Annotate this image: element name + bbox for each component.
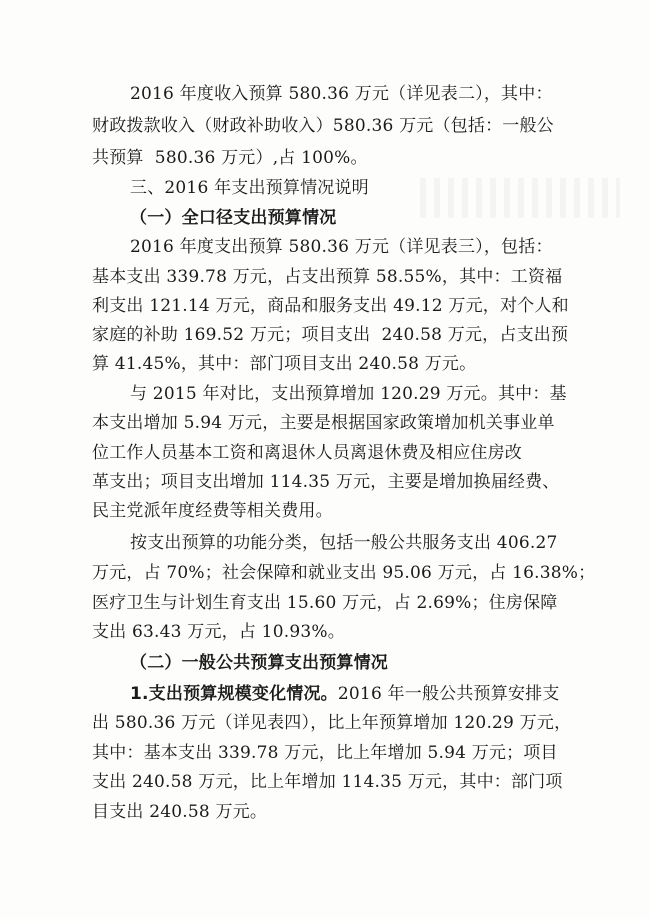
subsection-1-heading: （一）全口径支出预算情况 bbox=[130, 208, 337, 228]
s1-p2-line-2: 本支出增加 5.94 万元，主要是根据国家政策增加机关事业单 bbox=[92, 413, 555, 433]
s2-p1-line-2: 出 580.36 万元（详见表四），比上年预算增加 120.29 万元， bbox=[92, 713, 572, 733]
income-line-3: 共预算 580.36 万元）,占 100%。 bbox=[92, 148, 368, 168]
s1-p2-line-1: 与 2015 年对比，支出预算增加 120.29 万元。其中：基 bbox=[130, 384, 567, 404]
s2-p1-line-4: 支出 240.58 万元，比上年增加 114.35 万元，其中：部门项 bbox=[92, 772, 563, 792]
s2-p1-line-3: 其中：基本支出 339.78 万元，比上年增加 5.94 万元；项目 bbox=[92, 743, 558, 763]
s1-p3-line-4: 支出 63.43 万元，占 10.93%。 bbox=[92, 622, 345, 642]
s2-p1-line-1-rest: 2016 年一般公共预算安排支 bbox=[337, 684, 560, 704]
s1-p2-line-3: 位工作人员基本工资和离退休人员离退休费及相应住房改 bbox=[92, 443, 522, 463]
s1-p1-line-5: 算 41.45%，其中：部门项目支出 240.58 万元。 bbox=[92, 354, 477, 374]
income-line-2: 财政拨款收入（财政补助收入）580.36 万元（包括：一般公 bbox=[92, 116, 554, 136]
s1-p1-line-3: 利支出 121.14 万元，商品和服务支出 49.12 万元，对个人和 bbox=[92, 296, 569, 316]
s2-p1-lead: 1.支出预算规模变化情况。 bbox=[130, 684, 338, 704]
s1-p2-line-4: 革支出；项目支出增加 114.35 万元，主要是增加换届经费、 bbox=[92, 472, 560, 492]
s1-p1-line-2: 基本支出 339.78 万元，占支出预算 58.55%，其中：工资福 bbox=[92, 267, 563, 287]
s2-p1-line-5: 目支出 240.58 万元。 bbox=[92, 802, 268, 822]
s1-p3-line-1: 按支出预算的功能分类，包括一般公共服务支出 406.27 bbox=[130, 533, 558, 553]
subsection-2-heading: （二）一般公共预算支出预算情况 bbox=[130, 653, 388, 673]
s1-p1-line-4: 家庭的补助 169.52 万元；项目支出 240.58 万元，占支出预 bbox=[92, 325, 569, 345]
income-line-1: 2016 年度收入预算 580.36 万元（详见表二），其中： bbox=[130, 84, 553, 104]
s1-p3-line-3: 医疗卫生与计划生育支出 15.60 万元，占 2.69%；住房保障 bbox=[92, 593, 558, 613]
bleed-through-mark bbox=[420, 178, 620, 218]
s2-p1-line-1 bbox=[130, 686, 560, 703]
s1-p2-line-5: 民主党派年度经费等相关费用。 bbox=[92, 501, 333, 521]
s1-p1-line-1: 2016 年度支出预算 580.36 万元（详见表三），包括： bbox=[130, 237, 553, 257]
section-heading: 三、2016 年支出预算情况说明 bbox=[130, 178, 369, 198]
s1-p3-line-2: 万元，占 70%；社会保障和就业支出 95.06 万元，占 16.38%； bbox=[92, 563, 596, 583]
